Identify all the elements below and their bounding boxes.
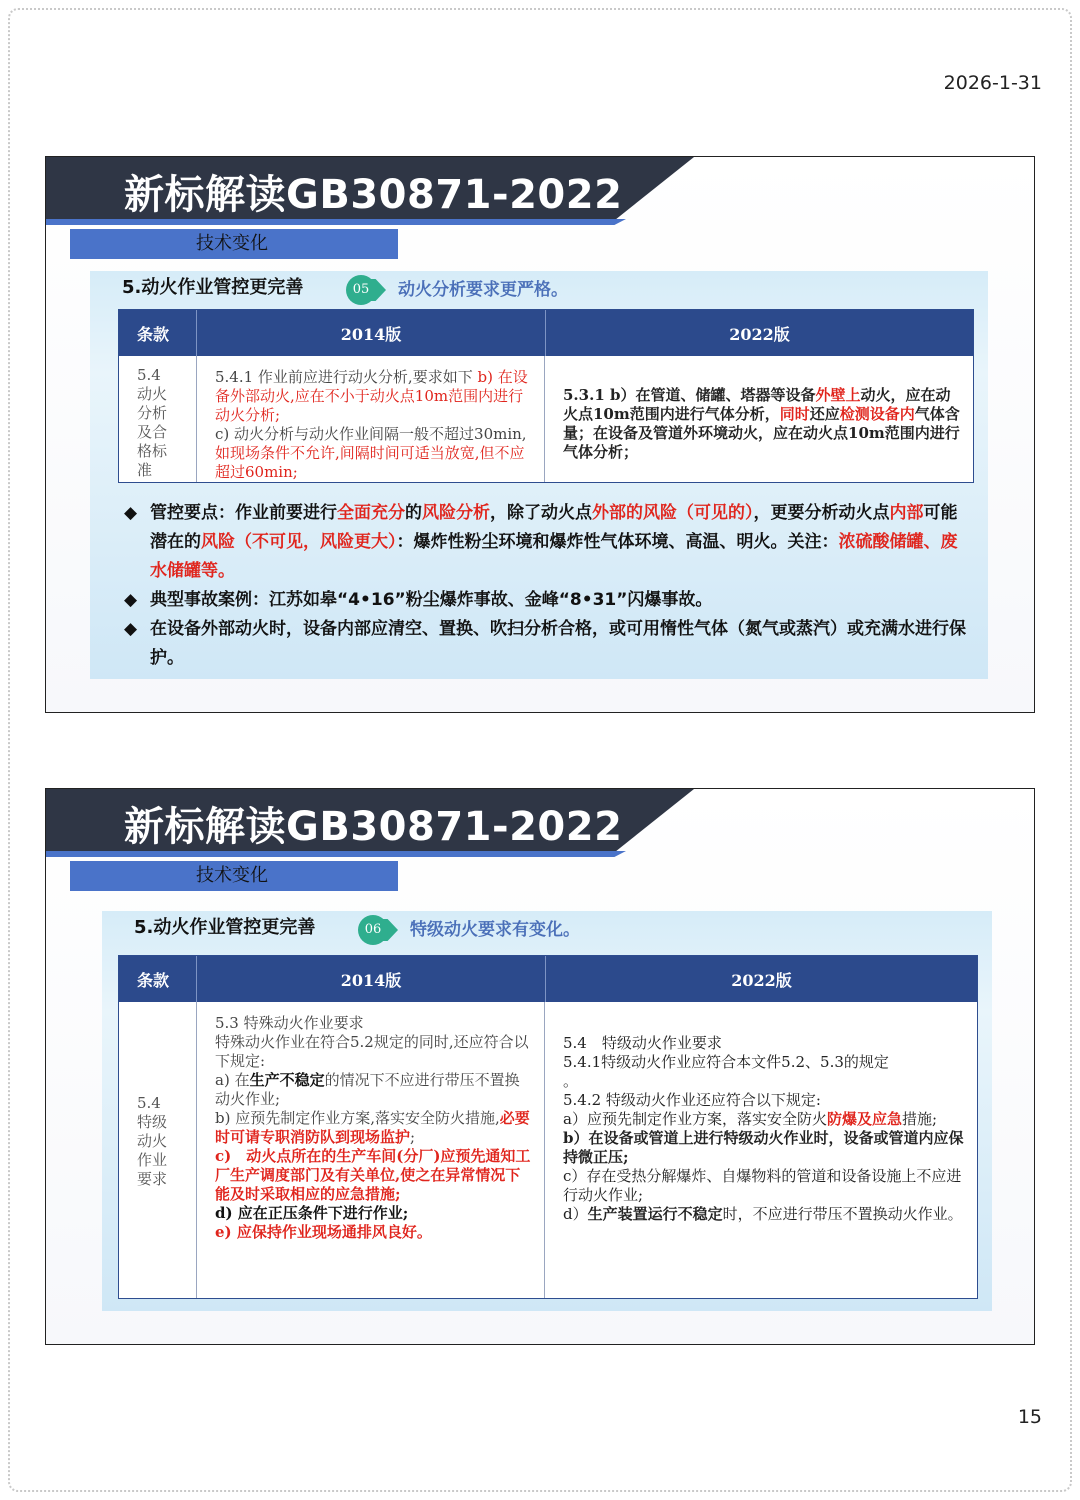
- old-text: 5.4.1 作业前应进行动火分析,要求如: [215, 368, 458, 386]
- bullet-item: [124, 615, 974, 673]
- old-item-a: [215, 1071, 532, 1109]
- old-item-b: [215, 1109, 532, 1147]
- comparison-table: [118, 955, 978, 1299]
- old-text: 下: [457, 368, 478, 386]
- old-text: 的情况下不应进行带压不置换动火作业;: [215, 1071, 520, 1108]
- old-text-highlight: 如现场条件不允许,间隔时间: [215, 444, 400, 462]
- bullet-highlight: 风险分析: [422, 503, 490, 523]
- new-item-a: [563, 1110, 965, 1129]
- clause-cell: [119, 1002, 197, 1298]
- page-date: 2026-1-31: [943, 72, 1042, 94]
- old-text: 过30min,: [459, 425, 527, 443]
- clause-text: 要求: [137, 1170, 168, 1188]
- clause-text: 分析: [137, 404, 168, 422]
- section-title: 5.动火作业管控更完善: [122, 277, 304, 298]
- bullet-item: [124, 499, 974, 586]
- bullet-highlight: 风险（不可见，风险更大）: [201, 532, 397, 552]
- header-2022: 2022版: [729, 324, 790, 344]
- clause-text: 5.4: [137, 1094, 161, 1112]
- old-version-cell: [197, 356, 545, 482]
- new-text: 。: [563, 1072, 579, 1090]
- new-text: 气体含量；在设备及管道外环境动火，应在动火点10m范围内进行气体分析；: [563, 405, 960, 461]
- bullet-highlight: 全面充分: [337, 503, 405, 523]
- header-2022: 2022版: [731, 970, 792, 990]
- old-text-highlight: 可适当放宽,但不应超过60min;: [215, 444, 525, 481]
- diamond-bullet-icon: ◆: [124, 503, 138, 523]
- new-text: 动火，应在动火点10m范围内进行气体分析，: [563, 386, 951, 423]
- section-title: 5.动火作业管控更完善: [134, 917, 316, 938]
- new-text: a）应预先制定作业方案，落实安全防火: [563, 1110, 827, 1128]
- clause-text: 作业: [137, 1151, 168, 1169]
- old-text-highlight: c) 动火点所在的生产车间(分厂)应预先通知工厂生产调度部门及有关单位,使之在异常情况下能及时采取相应的应急措施;: [215, 1147, 531, 1203]
- bullet-text: 的: [405, 503, 422, 523]
- new-text: 5.4 特级动火作业要求: [563, 1034, 722, 1052]
- old-text-highlight: 火点10m范围内进行动火分析;: [215, 387, 524, 424]
- content-panel: [102, 911, 992, 1311]
- new-item: [563, 1053, 965, 1091]
- section-subtitle: 动火分析要求更严格。: [398, 280, 568, 300]
- old-text: ;: [410, 1128, 416, 1146]
- new-text: c）存在受热分解爆炸、自爆物料的管道和设备设施上不应进行动火作业;: [563, 1167, 962, 1204]
- table-row: [119, 1002, 977, 1298]
- clause-text: 准: [137, 461, 153, 479]
- new-text: 5.4.2 特级动火作业还应符合以下规定:: [563, 1091, 821, 1109]
- category-tag: 技术变化: [70, 229, 398, 259]
- new-text-highlight: 外壁上: [815, 386, 861, 404]
- bullet-text: 管控要点：作业前要进行: [150, 503, 337, 523]
- bullet-text: 可能潜在的: [150, 503, 958, 552]
- old-text: 5.3 特殊动火作业要求: [215, 1014, 364, 1032]
- old-text-highlight: 必要时可请专职消防队到现场监护: [215, 1109, 530, 1146]
- old-text-highlight: b) 在设备外部动火,应在不小于动: [215, 368, 528, 405]
- page-number: 15: [1017, 1406, 1042, 1428]
- old-version-cell: [197, 1002, 545, 1298]
- new-text: d）: [563, 1205, 588, 1223]
- clause-text: 5.4: [137, 366, 161, 384]
- new-text: 措施;: [901, 1110, 938, 1128]
- new-text: 还应: [809, 405, 840, 423]
- new-text: 时，不应进行带压不置换动火作业。: [722, 1205, 963, 1223]
- diamond-bullet-icon: ◆: [124, 619, 138, 639]
- number-badge: 05: [346, 275, 376, 305]
- new-text-emphasis: b）在设备或管道上进行特级动火作业时，设备或管道内应保持微正压;: [563, 1129, 964, 1166]
- new-version-cell: [545, 1002, 977, 1298]
- comparison-table: [118, 309, 974, 483]
- new-text-emphasis: 生产装置运行不稳定: [587, 1205, 723, 1223]
- bullet-highlight: 浓硫酸储罐、废水储罐等。: [150, 532, 958, 581]
- clause-text: 特级: [137, 1113, 168, 1131]
- table-header: [119, 310, 973, 356]
- old-text-emphasis: d) 应在正压条件下进行作业;: [215, 1204, 409, 1222]
- clause-cell: [119, 356, 197, 482]
- bullet-highlight: 外部的风险（可见的）: [592, 503, 754, 523]
- old-text: b) 应预先制定作业方案,落实安全防火措施,: [215, 1109, 500, 1127]
- header-clause: 条款: [119, 956, 197, 1002]
- new-text: 5.3.1 b）在管道、储罐、塔器等设备: [563, 386, 816, 404]
- slide-title: 新标解读GB30871-2022: [124, 172, 623, 218]
- bullet-text: ：爆炸性粉尘环境和爆炸性气体环境、高温、明火。关注：: [396, 532, 839, 552]
- new-text-highlight: 同时: [779, 405, 810, 423]
- clause-text: 动火: [137, 1132, 168, 1150]
- table-header: [119, 956, 977, 1002]
- table-row: [119, 356, 973, 482]
- new-text-highlight: 检测设备内: [839, 405, 915, 423]
- header-2014: 2014版: [197, 310, 546, 356]
- bullet-text: ，更要分析动火点: [753, 503, 890, 523]
- old-text-emphasis: 生产不稳定: [249, 1071, 325, 1089]
- clause-text: 格标: [137, 442, 168, 460]
- slide-2: [45, 788, 1035, 1345]
- new-text: 5.4.1特级动火作业应符合本文件5.2、5.3的规定: [563, 1053, 889, 1071]
- header-clause: 条款: [119, 310, 197, 356]
- diamond-bullet-icon: ◆: [124, 590, 138, 610]
- old-text-highlight: e) 应保持作业现场通排风良好。: [215, 1223, 432, 1241]
- clause-text: 及合: [137, 423, 168, 441]
- new-version-cell: [545, 356, 973, 482]
- old-text: c) 动火分析与动火作业间隔一般不超: [215, 425, 460, 443]
- header-2014: 2014版: [197, 956, 546, 1002]
- section-subtitle: 特级动火要求有变化。: [410, 920, 580, 940]
- new-text-highlight: 防爆及应急: [826, 1110, 902, 1128]
- bullet-text: 在设备外部动火时，设备内部应清空、置换、吹扫分析合格，或可用惰性气体（氮气或蒸汽）或充满水进行保护。: [150, 619, 966, 668]
- bullet-list: [124, 499, 974, 673]
- content-panel: [90, 271, 988, 679]
- bullet-text: 典型事故案例：江苏如皋“4•16”粉尘爆炸事故、金峰“8•31”闪爆事故。: [150, 590, 713, 610]
- clause-text: 动火: [137, 385, 168, 403]
- bullet-item: [124, 586, 974, 615]
- bullet-text: ，除了动火点: [490, 503, 592, 523]
- number-badge: 06: [358, 915, 388, 945]
- bullet-highlight: 内部: [889, 503, 924, 523]
- old-text: 特殊动火作业在符合5.2规定的同时,还应符合以下规定:: [215, 1033, 529, 1070]
- slide-title: 新标解读GB30871-2022: [124, 804, 623, 850]
- slide-1: [45, 156, 1035, 713]
- old-text: a) 在: [215, 1071, 250, 1089]
- new-item-d: [563, 1205, 965, 1224]
- category-tag: 技术变化: [70, 861, 398, 891]
